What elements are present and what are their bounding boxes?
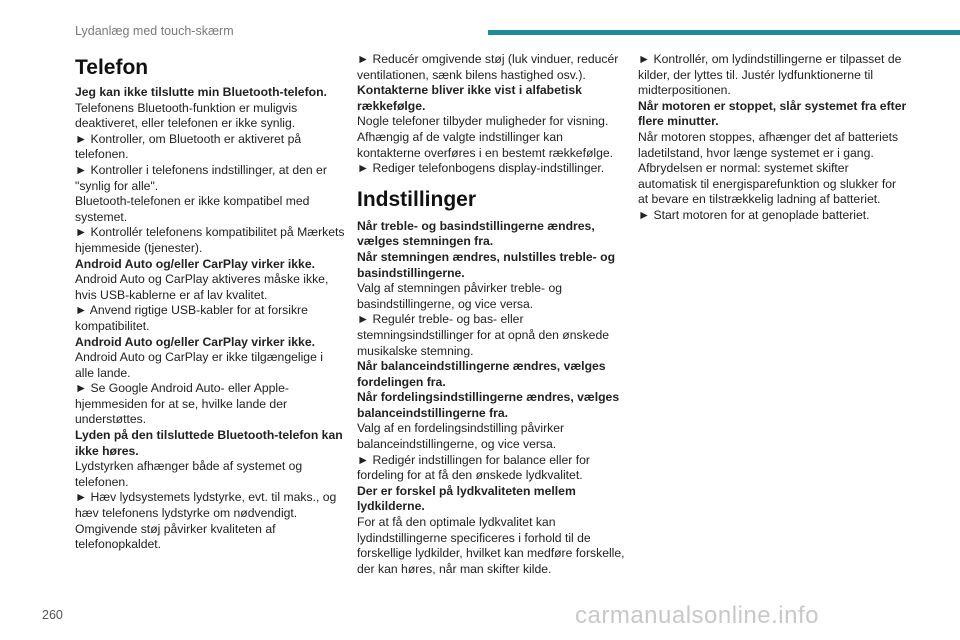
- body-paragraph: Afbrydelsen er normal: systemet skifter automatisk til energisparefunktion og slukker for at bevare en tilstrækkelig ladning af batteriet.: [638, 161, 897, 207]
- question-heading: Der er forskel på lydkvaliteten mellem lydkilderne.: [357, 483, 576, 514]
- body-paragraph: ► Kontroller i telefonens indstillinger, at den er "synlig for alle".: [75, 162, 327, 193]
- body-paragraph: Bluetooth-telefonen er ikke kompatibel med systemet.: [75, 194, 310, 224]
- body-paragraph: ► Hæv lydsystemets lydstyrke, evt. til maks., og hæv telefonens lydstyrke om nødvendigt.: [75, 490, 337, 521]
- body-paragraph: ► Redigér indstillingen for balance eller for fordeling for at få den ønskede lydkvalitet.: [357, 452, 590, 483]
- column-telefon: [75, 55, 345, 553]
- question-heading: Lyden på den tilsluttede Bluetooth-telefon kan ikke høres.: [75, 428, 343, 458]
- body-paragraph: ► Rediger telefonbogens display-indstillinger.: [357, 161, 605, 176]
- page-number: 260: [42, 608, 63, 622]
- header-accent-bar: [488, 30, 960, 35]
- body-paragraph: Lydstyrken afhænger både af systemet og telefonen.: [75, 459, 303, 489]
- body-paragraph: Valg af en fordelingsindstilling påvirker balanceindstillingerne, og vice versa.: [357, 421, 565, 452]
- question-heading: Når treble- og basindstillingerne ændres, vælges stemningen fra.: [357, 218, 595, 249]
- body-paragraph: ► Reducér omgivende støj (luk vinduer, reducér ventilationen, sænk bilens hastighed osv.).: [357, 52, 619, 82]
- question-heading: Når motoren er stoppet, slår systemet fra efter flere minutter.: [638, 98, 907, 129]
- body-paragraph: Telefonens Bluetooth-funktion er muligvis deaktiveret, eller telefonen er ikke synlig.: [75, 100, 298, 131]
- paragraph-list: [357, 219, 627, 578]
- body-paragraph: ► Kontrollér, om lydindstillingerne er tilpasset de kilder, der lyttes til. Justér lydfunktionerne til midterpositionen.: [638, 52, 902, 98]
- body-paragraph: Valg af stemningen påvirker treble- og basindstillingerne, og vice versa.: [357, 281, 563, 311]
- running-header-title: Lydanlæg med touch-skærm: [75, 24, 234, 38]
- body-paragraph: ► Start motoren for at genoplade batteriet.: [638, 207, 870, 222]
- body-paragraph: ► Anvend rigtige USB-kabler for at forsikre kompatibilitet.: [75, 303, 308, 333]
- section-heading-telefon: Telefon: [75, 56, 149, 79]
- body-paragraph: Når motoren stoppes, afhænger det af batteriets ladetilstand, hvor længe systemet er i gang.: [638, 129, 899, 160]
- question-heading: Android Auto og/eller CarPlay virker ikke.: [75, 256, 315, 271]
- question-heading: Når fordelingsindstillingerne ændres, vælges balanceindstillingerne fra.: [357, 390, 620, 420]
- body-paragraph: Nogle telefoner tilbyder muligheder for visning. Afhængig af de valgte indstillinger kan kontakterne overføres i en bestemt rækkefølge.: [357, 114, 614, 160]
- column-middle: [357, 52, 627, 577]
- question-heading: Kontakterne bliver ikke vist i alfabetisk rækkefølge.: [357, 83, 582, 113]
- question-heading: Jeg kan ikke tilslutte min Bluetooth-telefon.: [75, 85, 327, 99]
- watermark: carmanualsonline.info: [575, 602, 819, 629]
- paragraph-list: [75, 85, 345, 553]
- body-paragraph: ► Kontrollér telefonens kompatibilitet på Mærkets hjemmeside (tjenester).: [75, 225, 345, 255]
- paragraph-list: [638, 52, 908, 224]
- body-paragraph: ► Se Google Android Auto- eller Apple-hjemmesiden for at se, hvilke lande der understøttes.: [75, 381, 289, 427]
- paragraph-list: [357, 52, 627, 177]
- section-heading-indstillinger: Indstillinger: [357, 187, 477, 211]
- question-heading: Når stemningen ændres, nulstilles treble- og basindstillingerne.: [357, 249, 616, 280]
- body-paragraph: ► Kontroller, om Bluetooth er aktiveret på telefonen.: [75, 131, 302, 162]
- question-heading: Android Auto og/eller CarPlay virker ikke.: [75, 334, 315, 349]
- body-paragraph: Android Auto og CarPlay er ikke tilgængelige i alle lande.: [75, 350, 323, 380]
- body-paragraph: Android Auto og CarPlay aktiveres måske ikke, hvis USB-kablerne er af lav kvalitet.: [75, 272, 329, 302]
- body-paragraph: ► Regulér treble- og bas- eller stemningsindstillinger for at opnå den ønskede musikalske stemning.: [357, 312, 610, 358]
- column-right: [638, 52, 908, 224]
- body-paragraph: For at få den optimale lydkvalitet kan lydindstillingerne specificeres i forhold til de forskellige lydkilder, hvilket kan medføre forskelle, der kan høres, når man skifter kilde.: [357, 515, 625, 576]
- body-paragraph: Omgivende støj påvirker kvaliteten af telefonopkaldet.: [75, 521, 276, 552]
- question-heading: Når balanceindstillingerne ændres, vælges fordelingen fra.: [357, 359, 606, 389]
